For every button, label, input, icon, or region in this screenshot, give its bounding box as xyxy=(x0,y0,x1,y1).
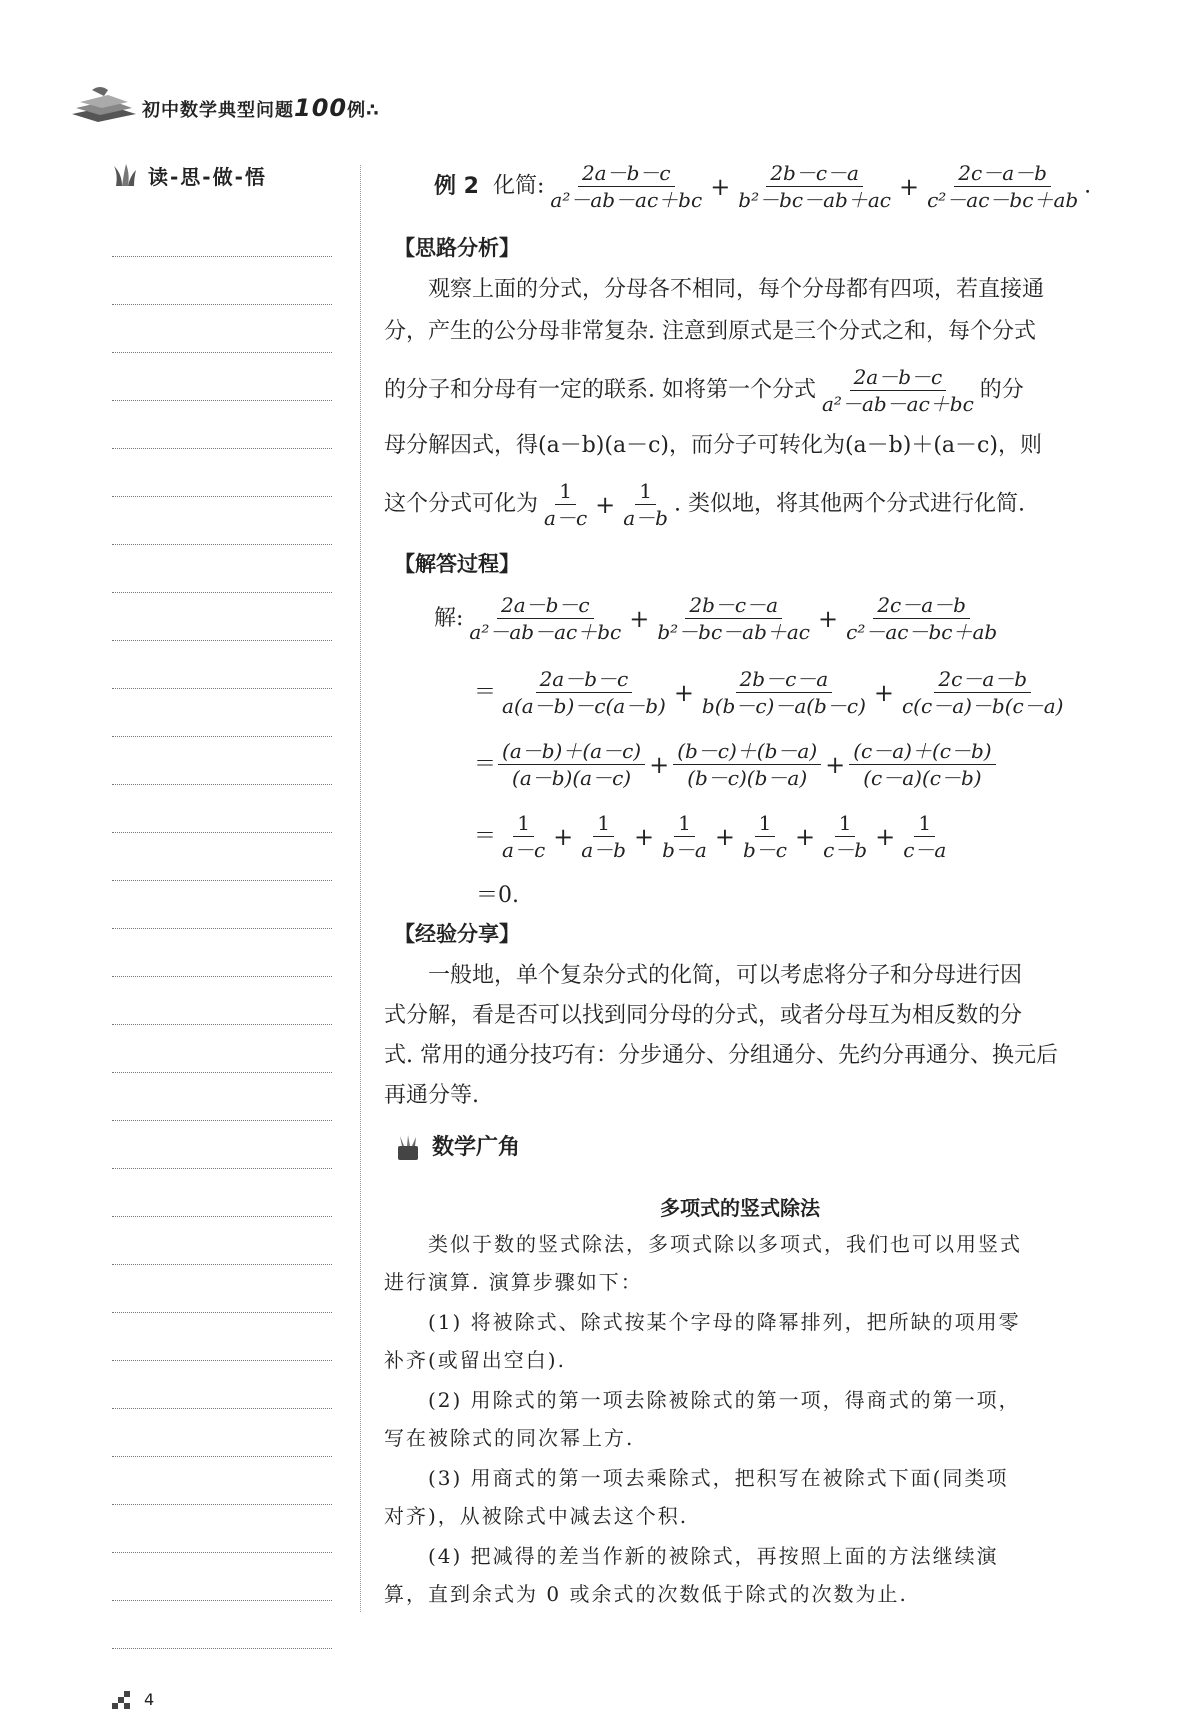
numerator: 1 xyxy=(755,810,776,837)
sidebar-heading xyxy=(112,160,337,190)
header-title-text: 初中数学典型问题 xyxy=(142,100,294,121)
fraction xyxy=(739,810,791,863)
fraction xyxy=(923,160,1082,213)
fraction xyxy=(899,810,950,863)
note-line xyxy=(112,496,332,497)
note-line xyxy=(112,1360,332,1361)
analysis-text: 的分 xyxy=(979,377,1024,403)
numerator: 2b－c－a xyxy=(685,592,782,619)
corner-line: (3) 用商式的第一项去乘除式，把积写在被除式下面(同类项 xyxy=(384,1466,1009,1490)
fraction xyxy=(818,364,978,417)
plus-sign: + xyxy=(649,750,670,779)
corner-title: 多项式的竖式除法 xyxy=(660,1196,820,1220)
plus-sign: + xyxy=(794,822,816,851)
analysis-line: 母分解因式，得(a－b)(a－c)，而分子可转化为(a－b)＋(a－c)，则 xyxy=(384,433,1042,458)
fraction xyxy=(498,666,670,719)
analysis-text: 这个分式可化为 xyxy=(384,491,539,517)
note-line xyxy=(112,688,332,689)
solution-step-2 xyxy=(384,666,1069,719)
book-stack-logo-icon xyxy=(70,84,140,124)
plus-sign: + xyxy=(629,604,650,633)
pencil-cup-icon xyxy=(394,1134,422,1162)
equals-sign: ＝ xyxy=(474,823,497,849)
denominator: c²－ac－bc＋ab xyxy=(927,188,1079,212)
solution-step-4 xyxy=(384,810,952,863)
analysis-text: 的分子和分母有一定的联系. 如将第一个分式 xyxy=(384,377,816,403)
analysis-heading: 【思路分析】 xyxy=(394,236,520,260)
plus-sign: + xyxy=(710,172,731,201)
denominator: c(c－a)－b(c－a) xyxy=(901,694,1064,718)
fraction xyxy=(465,592,625,645)
numerator: (a－b)＋(a－c) xyxy=(498,738,645,765)
note-line xyxy=(112,1264,332,1265)
solution-label: 解: xyxy=(434,605,464,631)
note-line xyxy=(112,928,332,929)
note-line xyxy=(112,784,332,785)
numerator: 2a－b－c xyxy=(497,592,594,619)
corner-line: 补齐(或留出空白). xyxy=(384,1348,566,1372)
header-title-number: 100 xyxy=(294,94,348,122)
analysis-line: 分，产生的公分母非常复杂. 注意到原式是三个分式之和，每个分式 xyxy=(384,319,1036,344)
experience-line: 一般地，单个复杂分式的化简，可以考虑将分子和分母进行因 xyxy=(384,963,1023,988)
solution-step-3 xyxy=(384,738,998,791)
numerator: (c－a)＋(c－b) xyxy=(849,738,995,765)
note-line xyxy=(112,832,332,833)
fraction xyxy=(898,666,1067,719)
fraction xyxy=(673,738,821,791)
column-divider xyxy=(360,165,361,1612)
denominator: b²－bc－ab＋ac xyxy=(657,620,811,644)
numerator: 2a－b－c xyxy=(536,666,633,693)
fraction xyxy=(819,810,871,863)
fraction xyxy=(658,810,711,863)
plus-sign: + xyxy=(633,822,655,851)
denominator: c－b xyxy=(823,838,868,862)
section-label: 数学广角 xyxy=(432,1135,521,1160)
plus-sign: + xyxy=(595,490,616,519)
example-label: 例 2 xyxy=(434,173,479,199)
fraction xyxy=(498,738,645,791)
corner-line: 类似于数的竖式除法，多项式除以多项式，我们也可以用竖式 xyxy=(384,1232,1022,1256)
note-line xyxy=(112,1600,332,1601)
fraction xyxy=(619,478,672,531)
fraction xyxy=(546,160,706,213)
example-task: 化简: xyxy=(492,173,545,199)
fraction xyxy=(653,592,814,645)
numerator: 1 xyxy=(674,810,695,837)
corner-line: (1) 将被除式、除式按某个字母的降幂排列，把所缺的项用零 xyxy=(384,1310,1021,1334)
note-line xyxy=(112,1072,332,1073)
denominator: (a－b)(a－c) xyxy=(512,766,632,790)
header-title-suffix: 例∴ xyxy=(347,100,380,121)
note-line xyxy=(112,1504,332,1505)
denominator: c－a xyxy=(903,838,947,862)
corner-line: 写在被除式的同次幂上方. xyxy=(384,1426,635,1450)
note-line xyxy=(112,1648,332,1649)
numerator: 2a－b－c xyxy=(850,364,947,391)
note-line xyxy=(112,1312,332,1313)
note-line xyxy=(112,1216,332,1217)
fraction xyxy=(849,738,995,791)
numerator: 2b－c－a xyxy=(736,666,833,693)
note-line xyxy=(112,1024,332,1025)
corner-line: 进行演算. 演算步骤如下： xyxy=(384,1270,643,1294)
denominator: (c－a)(c－b) xyxy=(863,766,982,790)
denominator: b²－bc－ab＋ac xyxy=(738,188,891,212)
header-title xyxy=(142,94,380,122)
numerator: 1 xyxy=(555,478,576,505)
numerator: 2c－a－b xyxy=(873,592,970,619)
fraction xyxy=(842,592,1001,645)
page-number-text: 4 xyxy=(144,1690,155,1709)
plus-sign: + xyxy=(553,822,574,851)
plus-sign: + xyxy=(714,822,735,851)
corner-line: (2) 用除式的第一项去除被除式的第一项，得商式的第一项， xyxy=(384,1388,1021,1412)
plus-sign: + xyxy=(825,750,846,779)
fraction xyxy=(498,810,549,863)
note-line xyxy=(112,880,332,881)
numerator: 1 xyxy=(513,810,534,837)
denominator: c²－ac－bc＋ab xyxy=(846,620,998,644)
equals-sign: ＝ xyxy=(474,751,497,777)
analysis-line xyxy=(384,478,1025,531)
note-line xyxy=(112,544,332,545)
denominator: b－c xyxy=(742,838,787,862)
note-line xyxy=(112,352,332,353)
page-number xyxy=(112,1690,154,1709)
denominator: a－b xyxy=(581,838,626,862)
fraction xyxy=(577,810,630,863)
numerator: 2c－a－b xyxy=(934,666,1031,693)
denominator: a(a－b)－c(a－b) xyxy=(502,694,666,718)
denominator: a²－ab－ac＋bc xyxy=(822,392,974,416)
fraction xyxy=(698,666,870,719)
experience-line: 再通分等. xyxy=(384,1083,479,1108)
experience-line: 式分解，看是否可以找到同分母的分式，或者分母互为相反数的分 xyxy=(384,1003,1023,1028)
note-line xyxy=(112,1456,332,1457)
numerator: 1 xyxy=(593,810,614,837)
experience-heading: 【经验分享】 xyxy=(394,922,520,946)
note-line xyxy=(112,400,332,401)
plus-sign: + xyxy=(898,172,920,201)
fraction xyxy=(734,160,895,213)
note-line xyxy=(112,640,332,641)
numerator: 2b－c－a xyxy=(766,160,863,187)
sidebar-notes xyxy=(112,160,337,190)
plus-sign: + xyxy=(875,822,896,851)
plus-sign: + xyxy=(873,678,894,707)
numerator: 2c－a－b xyxy=(954,160,1051,187)
solution-heading: 【解答过程】 xyxy=(394,552,520,576)
analysis-text: . 类似地，将其他两个分式进行化简. xyxy=(673,491,1025,517)
analysis-line xyxy=(384,364,1024,417)
equals-sign: ＝ xyxy=(474,679,497,705)
corner-line: 对齐)，从被除式中减去这个积. xyxy=(384,1504,689,1528)
note-line xyxy=(112,1552,332,1553)
plus-sign: + xyxy=(818,604,839,633)
note-line xyxy=(112,1408,332,1409)
section-math-corner xyxy=(394,1128,520,1168)
sidebar-label: 读-思-做-悟 xyxy=(148,164,267,189)
numerator: (b－c)＋(b－a) xyxy=(673,738,821,765)
denominator: a²－ab－ac＋bc xyxy=(550,188,703,212)
denominator: a－c xyxy=(502,838,546,862)
note-line xyxy=(112,304,332,305)
page-header xyxy=(70,78,490,128)
denominator: a－b xyxy=(623,506,668,530)
experience-line: 式. 常用的通分技巧有：分步通分、分组通分、先约分再通分、换元后 xyxy=(384,1043,1058,1068)
note-line xyxy=(112,1120,332,1121)
plus-sign: + xyxy=(673,678,694,707)
numerator: 1 xyxy=(914,810,935,837)
square-pattern-icon xyxy=(112,1691,134,1709)
solution-step-1 xyxy=(384,592,1003,645)
corner-line: (4) 把减得的差当作新的被除式，再按照上面的方法继续演 xyxy=(384,1544,999,1568)
denominator: a－c xyxy=(544,506,588,530)
note-line xyxy=(112,736,332,737)
note-line xyxy=(112,256,332,257)
example-statement: 例 2 化简: $\frac{2a-b-c}{\text{a²－ab－ac＋bc}}$ + $\frac{2b-c-a}{\text{b²－bc－ab＋ac}}$ + $\frac{2c-a-b}{\text{c²－ac－bc＋ab}}$ . xyxy=(434,161,1092,212)
note-line xyxy=(112,448,332,449)
analysis-line: 观察上面的分式，分母各不相同，每个分母都有四项，若直接通 xyxy=(384,277,1045,302)
solution-result: ＝0. xyxy=(476,883,519,908)
numerator: 1 xyxy=(835,810,856,837)
denominator: (b－c)(b－a) xyxy=(687,766,808,790)
note-line xyxy=(112,1168,332,1169)
denominator: a²－ab－ac＋bc xyxy=(469,620,622,644)
denominator: b(b－c)－a(b－c) xyxy=(701,694,866,718)
corner-line: 算，直到余式为 0 或余式的次数低于除式的次数为止. xyxy=(384,1582,908,1606)
numerator: 1 xyxy=(635,478,656,505)
fraction xyxy=(540,478,591,531)
note-line xyxy=(112,976,332,977)
numerator: 2a－b－c xyxy=(578,160,675,187)
note-line xyxy=(112,592,332,593)
denominator: b－a xyxy=(662,838,707,862)
grass-icon xyxy=(112,162,138,188)
